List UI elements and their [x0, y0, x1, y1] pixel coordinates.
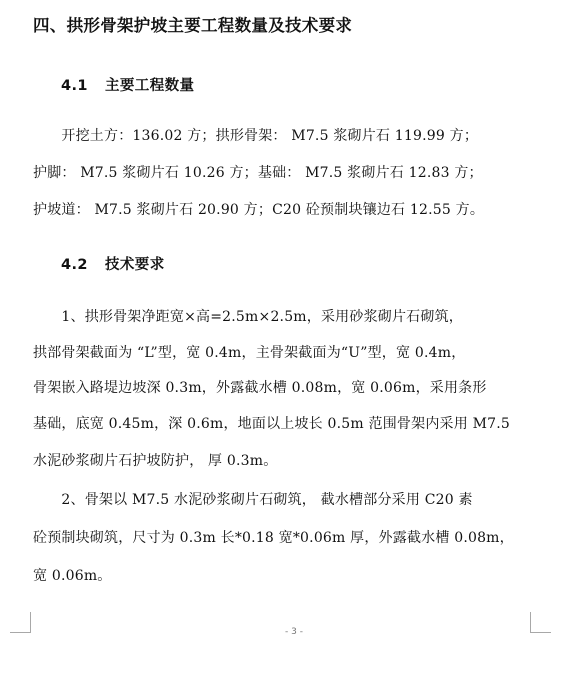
paragraph-line: 1、拱形骨架净距宽×高=2.5m×2.5m，采用砂浆砌片石砌筑， [33, 309, 463, 325]
subsection-number: 4.1 [61, 78, 88, 94]
paragraph-line: 拱部骨架截面为 “L”型，宽 0.4m，主骨架截面为“U”型，宽 0.4m， [33, 345, 466, 361]
paragraph-line: 砼预制块砌筑，尺寸为 0.3m 长*0.18 宽*0.06m 厚，外露截水槽 0.08m， [33, 530, 514, 546]
paragraph-line: 骨架嵌入路堤边坡深 0.3m，外露截水槽 0.08m，宽 0.06m，采用条形 [33, 380, 487, 396]
subsection-title: 技术要求 [105, 257, 165, 273]
paragraph-line: 开挖土方：136.02 方；拱形骨架： M7.5 浆砌片石 119.99 方； [33, 128, 479, 144]
page-number: - 3 - [285, 627, 303, 637]
subsection-number: 4.2 [61, 257, 88, 273]
subsection-heading-4-2 [61, 253, 165, 274]
paragraph-line: 宽 0.06m。 [33, 568, 112, 584]
paragraph-line: 护脚： M7.5 浆砌片石 10.26 方；基础： M7.5 浆砌片石 12.83 方； [33, 165, 483, 181]
subsection-title: 主要工程数量 [105, 78, 195, 94]
paragraph-line: 水泥砂浆砌片石护坡防护， 厚 0.3m。 [33, 453, 278, 469]
paragraph-line: 基础，底宽 0.45m，深 0.6m，地面以上坡长 0.5m 范围骨架内采用 M7.5 [33, 416, 510, 432]
section-heading: 四、拱形骨架护坡主要工程数量及技术要求 [33, 16, 353, 35]
paragraph-line: 2、骨架以 M7.5 水泥砂浆砌片石砌筑， 截水槽部分采用 C20 素 [33, 492, 473, 508]
paragraph-line: 护坡道： M7.5 浆砌片石 20.90 方；C20 砼预制块镶边石 12.55 方。 [33, 202, 485, 218]
subsection-heading-4-1 [61, 74, 194, 95]
